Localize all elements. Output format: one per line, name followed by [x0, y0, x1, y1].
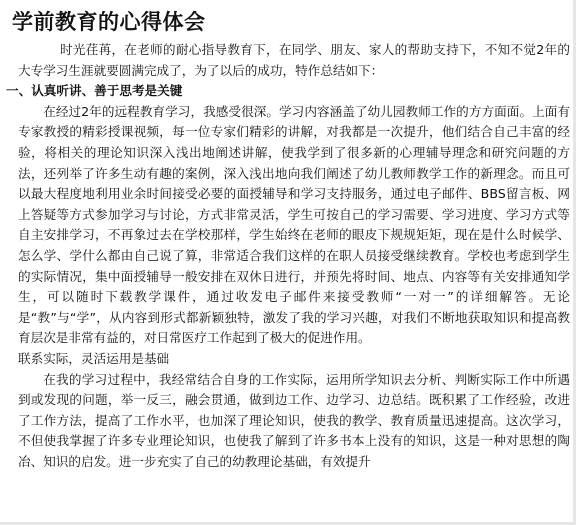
section-2-heading: 联系实际，灵活运用是基础	[18, 350, 170, 366]
intro-paragraph: 时光荏苒，在老师的耐心指导教育下，在同学、朋友、家人的帮助支持下，不知不觉2年的大专学习生涯就要圆满完成了，为了以后的成功，特作总结如下：	[18, 42, 570, 78]
document-title: 学前教育的心得体会	[12, 10, 206, 34]
section-2-paragraph: 在我的学习过程中，我经常结合自身的工作实际，运用所学知识去分析、判断实际工作中所遇到或发现的问题，举一反三，融会贯通，做到边工作、边学习、边总结。既积累了工作经验，改进了工作方法，提高了工作水平，也加深了理论知识，使我的教学、教育质量迅速提高。这次学习，不但使我掌握了许多专业理论知识，也使我了解到了许多书本上没有的知识，这是一种对思想的陶冶、知识的启发。进一步充实了自己的幼教理论基础，有效提升	[18, 371, 570, 469]
document-body	[6, 40, 570, 472]
section-1-heading: 一、认真听讲、善于思考是关键	[6, 83, 183, 99]
section-1-paragraph: 在经过2年的远程教育学习，我感受很深。学习内容涵盖了幼儿园教师工作的方方面面。上面有专家教授的精彩授课视频，每一位专家们精彩的讲解，对我都是一次提升，他们结合自己丰富的经验，将相关的理论知识深入浅出地阐述讲解，使我学到了很多新的心理辅导理念和研究问题的方法，还列举了许多生动有趣的案例，深入浅出地向我们阐述了幼儿教师教学工作的新理念。而且可以最大程度地利用业余时间接受必要的面授辅导和学习支持服务，通过电子邮件、BBS留言板、网上答疑等方式参加学习与讨论，方式非常灵活，学生可按自己的学习需要、学习进度、学习方式等自主安排学习，不再象过去在学校那样，学生始终在老师的眼皮下规规矩矩，现在是什么时候学、怎么学、学什么都由自己说了算，非常适合我们这样的在职人员接受继续教育。学校也考虑到学生的实际情况，集中面授辅导一般安排在双休日进行，并预先将时间、地点、内容等有关安排通知学生，可以随时下载教学课件，通过收发电子邮件来接受教师“一对一”的详细解答。无论是“教”与“学”，从内容到形式都新颖独特，激发了我的学习兴趣，对我们不断地获取知识和提高教育层次是非常有益的，对日常医疗工作起到了极大的促进作用。	[18, 103, 570, 346]
